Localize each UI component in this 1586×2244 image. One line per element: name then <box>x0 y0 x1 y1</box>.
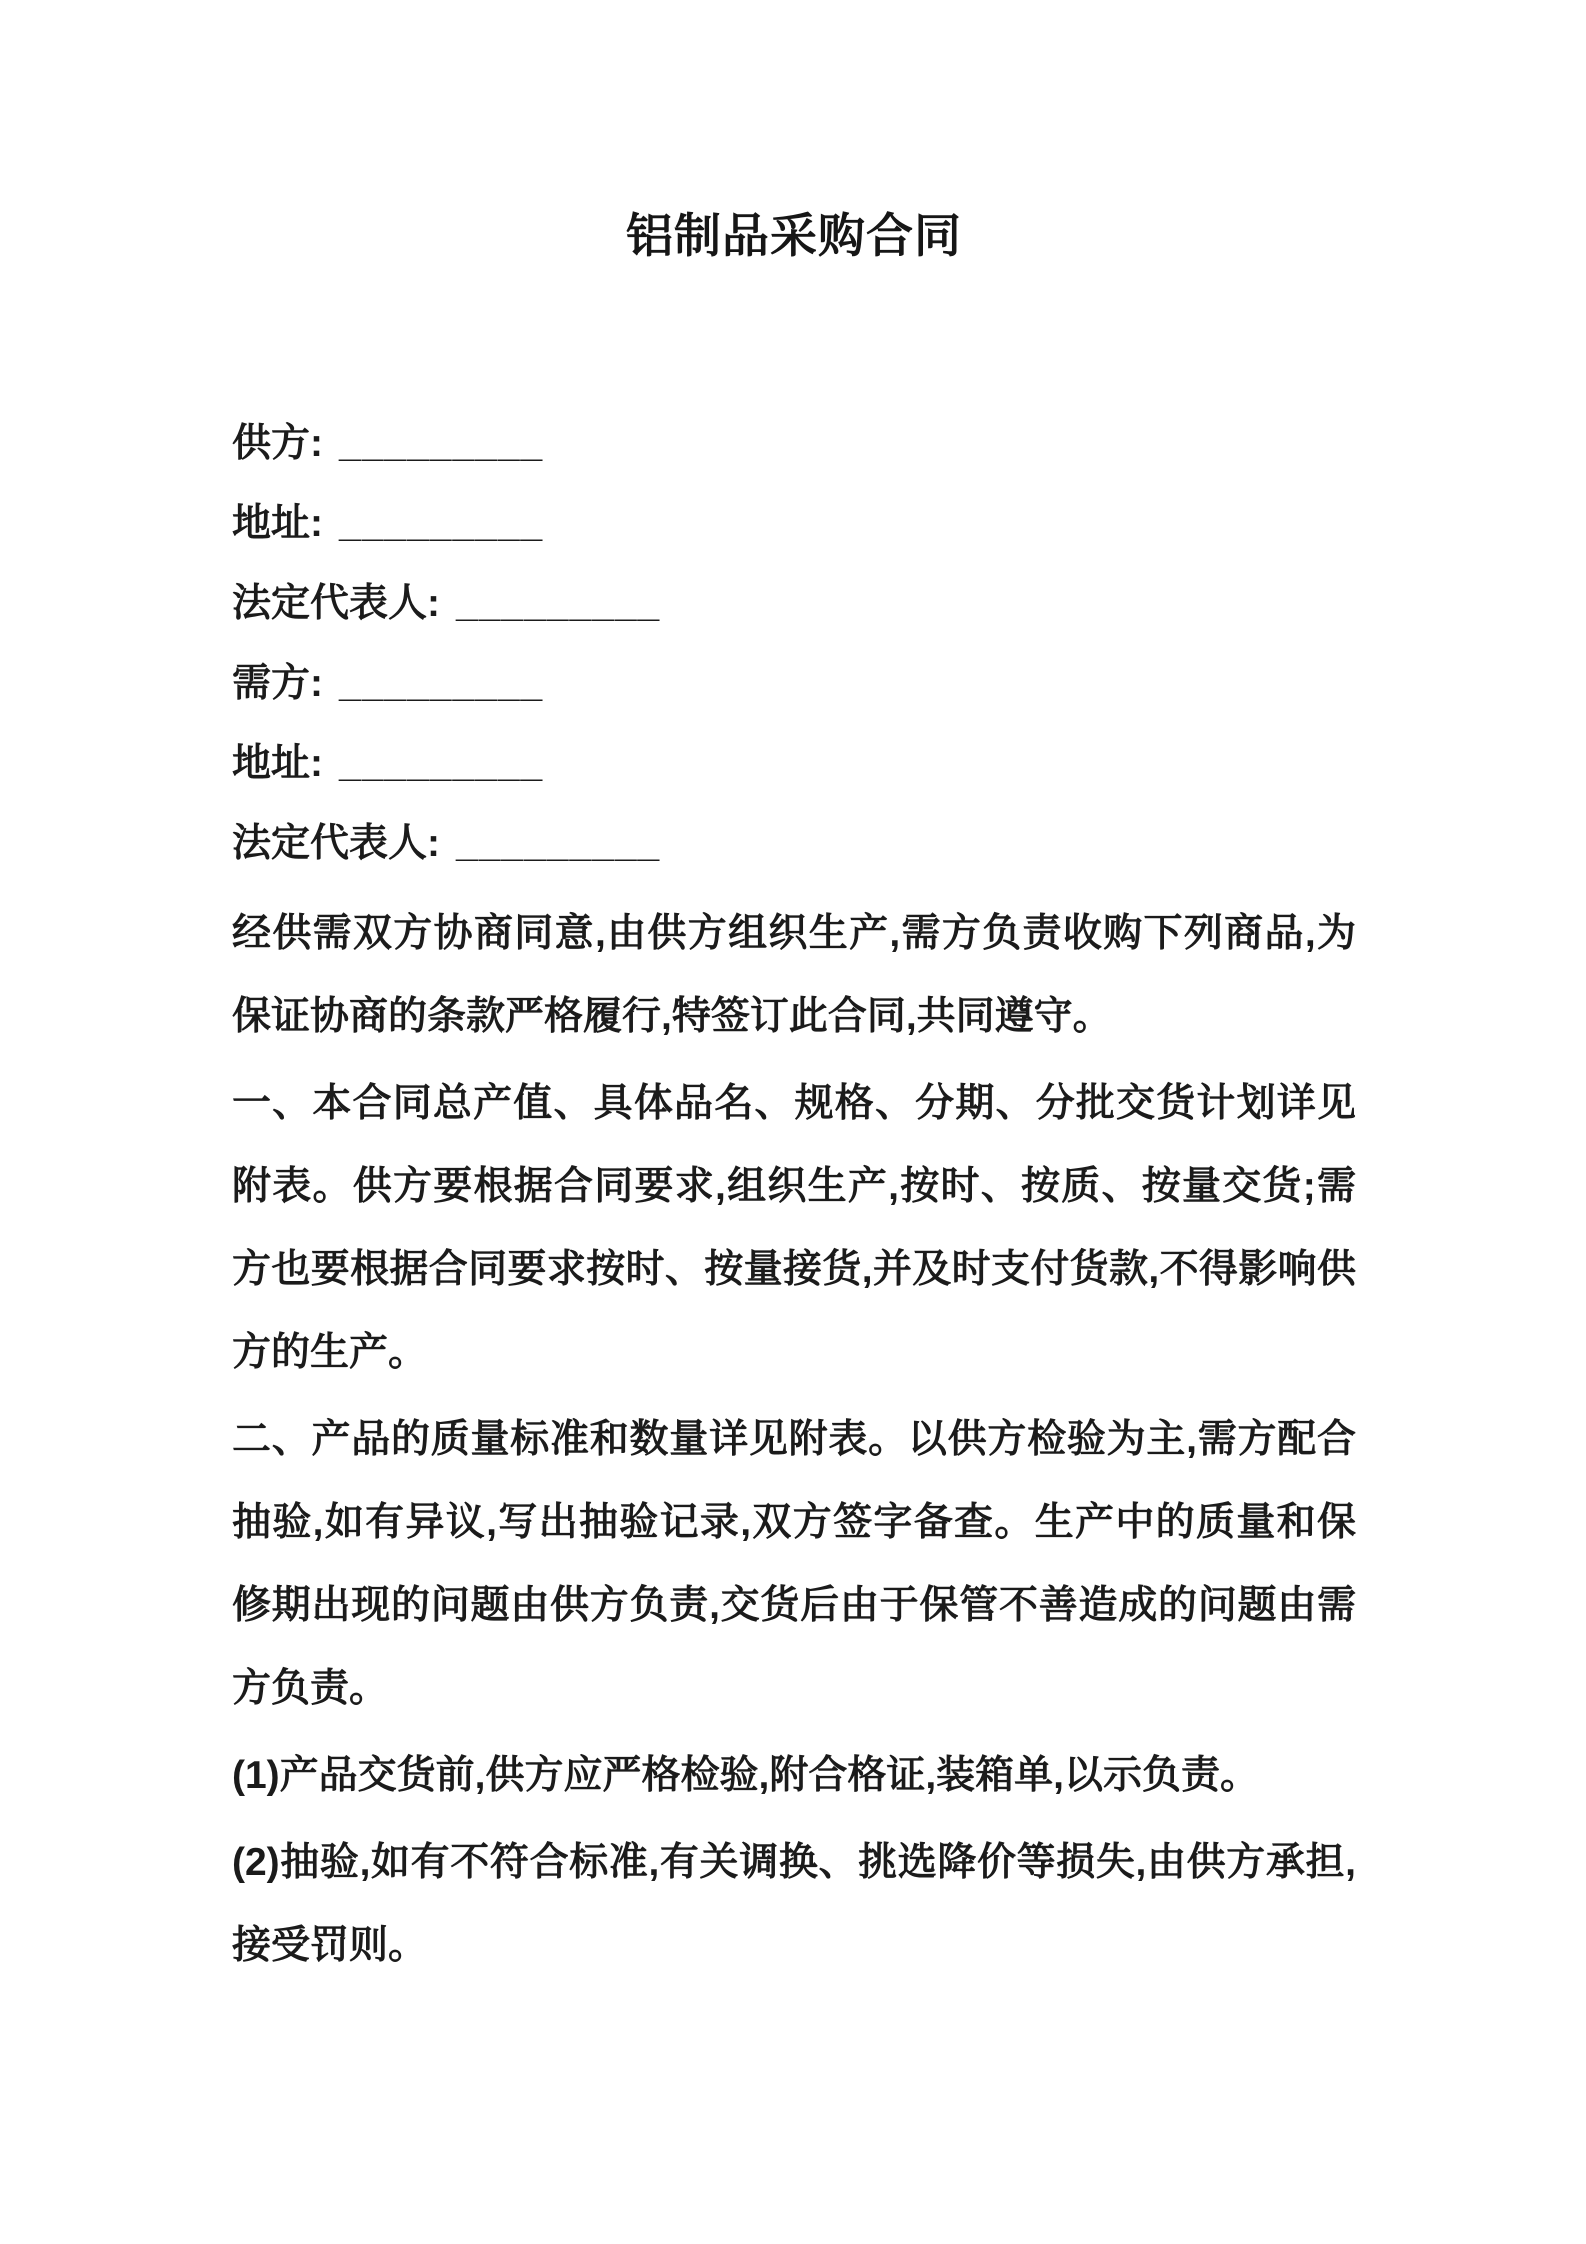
fill-in-blank: _________ <box>339 502 544 545</box>
contract-body <box>232 892 1356 1987</box>
fill-in-blank: _________ <box>339 422 544 465</box>
party-field-buyer-representative <box>232 804 1356 884</box>
contract-paragraph-clause-1: 一、本合同总产值、具体品名、规格、分期、分批交货计划详见附表。供方要根据合同要求,组织生产,按时、按质、按量交货;需方也要根据合同要求按时、按量接货,并及时支付货款,不得影响供方的生产。 <box>232 1082 1356 1374</box>
field-label: 地址: <box>232 502 323 545</box>
field-label: 地址: <box>232 742 323 785</box>
contract-paragraph-clause-2-item-1: (1)产品交货前,供方应严格检验,附合格证,装箱单,以示负责。 <box>232 1754 1260 1797</box>
contract-paragraph-clause-2-item-2: (2)抽验,如有不符合标准,有关调换、挑选降价等损失,由供方承担,接受罚则。 <box>232 1841 1356 1967</box>
field-label: 供方: <box>232 422 323 465</box>
field-label: 需方: <box>232 662 323 705</box>
party-field-buyer <box>232 644 1356 724</box>
fill-in-blank: _________ <box>456 582 661 625</box>
document-title: 铝制品采购合同 <box>626 209 962 262</box>
fill-in-blank: _________ <box>456 822 661 865</box>
contract-paragraph-preamble: 经供需双方协商同意,由供方组织生产,需方负责收购下列商品,为保证协商的条款严格履行,特签订此合同,共同遵守。 <box>232 912 1356 1038</box>
party-field-buyer-address <box>232 724 1356 804</box>
field-label: 法定代表人: <box>232 822 440 865</box>
party-info-block <box>232 404 1356 884</box>
document-content <box>232 0 1356 1987</box>
fill-in-blank: _________ <box>339 662 544 705</box>
party-field-supplier <box>232 404 1356 484</box>
field-label: 法定代表人: <box>232 582 440 625</box>
contract-paragraph-clause-2: 二、产品的质量标准和数量详见附表。以供方检验为主,需方配合抽验,如有异议,写出抽验记录,双方签字备查。生产中的质量和保修期出现的问题由供方负责,交货后由于保管不善造成的问题由需方负责。 <box>232 1418 1356 1710</box>
party-field-supplier-representative <box>232 564 1356 644</box>
fill-in-blank: _________ <box>339 742 544 785</box>
party-field-supplier-address <box>232 484 1356 564</box>
